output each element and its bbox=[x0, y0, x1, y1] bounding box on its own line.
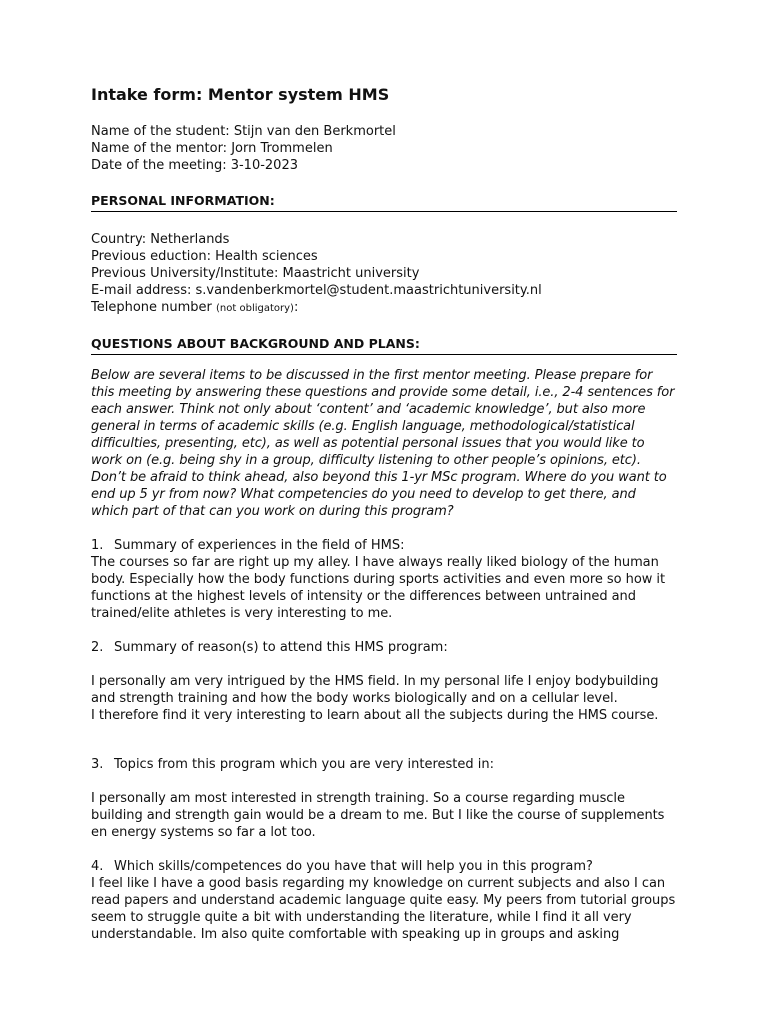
form-title: Intake form: Mentor system HMS bbox=[91, 85, 390, 104]
question-block-3 bbox=[91, 756, 677, 841]
question-text: Summary of experiences in the field of HMS: bbox=[114, 538, 405, 553]
question-number: 3. bbox=[91, 757, 104, 772]
email-address: E-mail address: s.vandenberkmortel@student.maastrichtuniversity.nl bbox=[91, 283, 542, 298]
mentor-name: Name of the mentor: Jorn Trommelen bbox=[91, 141, 333, 156]
question-number: 2. bbox=[91, 640, 104, 655]
country: Country: Netherlands bbox=[91, 232, 230, 247]
personal-info bbox=[91, 231, 677, 317]
student-name: Name of the student: Stijn van den Berkmortel bbox=[91, 124, 396, 139]
question-number: 4. bbox=[91, 859, 104, 874]
question-block-2 bbox=[91, 639, 677, 724]
previous-education: Previous eduction: Health sciences bbox=[91, 249, 318, 264]
question-number: 1. bbox=[91, 538, 104, 553]
question-text: Which skills/competences do you have that will help you in this program? bbox=[114, 859, 593, 874]
telephone-colon: : bbox=[293, 300, 299, 315]
answer-2-continued: I therefore find it very interesting to learn about all the subjects during the HMS course. bbox=[91, 708, 659, 723]
telephone-number bbox=[91, 299, 677, 317]
document-page bbox=[91, 85, 677, 943]
answer-3: I personally am most interested in strength training. So a course regarding muscle building and strength gain would be a dream to me. But I like the course of supplements en energy systems so far a lot too. bbox=[91, 791, 665, 840]
telephone-note: (not obligatory) bbox=[216, 303, 294, 314]
questions-heading: QUESTIONS ABOUT BACKGROUND AND PLANS: bbox=[91, 335, 677, 355]
meeting-date: Date of the meeting: 3-10-2023 bbox=[91, 158, 298, 173]
question-1 bbox=[91, 537, 677, 554]
questions-intro: Below are several items to be discussed in the first mentor meeting. Please prepare for this meeting by answering these questions and provide some detail, i.e., 2-4 sentences for each answer. Think not only about ‘content’ and ‘academic knowledge’, but also more general in terms of academic skills (e.g. English language, methodological/statistical difficulties, presenting, etc), as well as potential personal issues that you would like to work on (e.g. being shy in a group, difficulty listening to other people’s opinions, etc). Don’t be afraid to think ahead, also beyond this 1-yr MSc program. Where do you want to end up 5 yr from now? What competencies do you need to develop to get there, and which part of that can you work on during this program? bbox=[91, 368, 675, 519]
personal-info-heading: PERSONAL INFORMATION: bbox=[91, 192, 677, 212]
answer-2: I personally am very intrigued by the HMS field. In my personal life I enjoy bodybuilding and strength training and how the body works biologically and on a cellular level. bbox=[91, 674, 659, 706]
question-2 bbox=[91, 639, 677, 656]
question-text: Summary of reason(s) to attend this HMS program: bbox=[114, 640, 448, 655]
question-text: Topics from this program which you are very interested in: bbox=[114, 757, 494, 772]
question-4 bbox=[91, 858, 677, 875]
question-block-1 bbox=[91, 537, 677, 622]
answer-1: The courses so far are right up my alley. I have always really liked biology of the human body. Especially how the body functions during sports activities and even more so how it functions at the highest levels of intensity or the differences between untrained and trained/elite athletes is very interesting to me. bbox=[91, 555, 666, 621]
question-block-4 bbox=[91, 858, 677, 943]
answer-4: I feel like I have a good basis regarding my knowledge on current subjects and also I can read papers and understand academic language quite easy. My peers from tutorial groups seem to struggle quite a bit with understanding the literature, while I find it all very understandable. Im also quite comfortable with speaking up in groups and asking bbox=[91, 876, 676, 942]
question-3 bbox=[91, 756, 677, 773]
meeting-details bbox=[91, 123, 677, 174]
previous-university: Previous University/Institute: Maastricht university bbox=[91, 266, 420, 281]
telephone-label: Telephone number bbox=[91, 300, 217, 315]
